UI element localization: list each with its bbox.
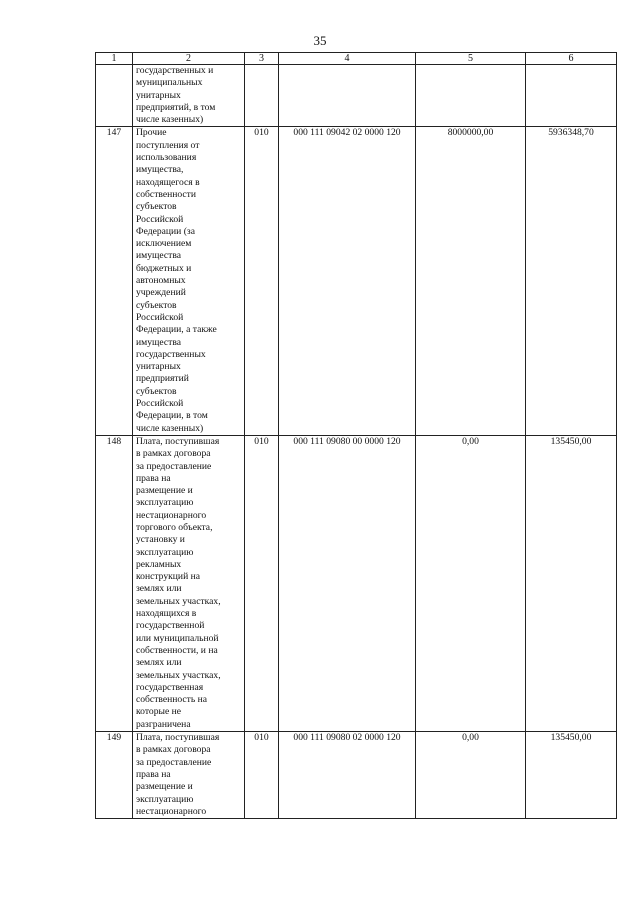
row-number-cell: 148	[96, 435, 133, 731]
table-row	[96, 732, 617, 819]
name-line: права на	[136, 472, 171, 484]
row-plan-cell: 8000000,00	[416, 127, 526, 435]
name-line: за предоставление	[136, 460, 212, 472]
revenue-table	[95, 52, 617, 819]
name-line: в рамках договора	[136, 744, 211, 756]
name-line: использования	[136, 152, 197, 164]
row-plan-cell: 0,00	[416, 732, 526, 819]
name-line: государственной	[136, 620, 205, 632]
name-line: размещение и	[136, 781, 193, 793]
name-line: унитарных	[136, 361, 181, 373]
name-line: унитарных	[136, 89, 181, 101]
name-line: или муниципальной	[136, 632, 219, 644]
name-line: эксплуатацию	[136, 793, 194, 805]
name-line: числе казенных)	[136, 114, 204, 126]
row-code-cell: 010	[245, 127, 279, 435]
name-line: автономных	[136, 275, 186, 287]
name-line: предприятий, в том	[136, 101, 216, 113]
name-line: учреждений	[136, 287, 186, 299]
header-col-4: 4	[279, 53, 416, 65]
name-line: установку и	[136, 534, 185, 546]
header-col-5: 5	[416, 53, 526, 65]
row-fact-cell: 135450,00	[526, 732, 617, 819]
name-line: за предоставление	[136, 756, 212, 768]
name-line: разграничена	[136, 718, 191, 730]
name-line: эксплуатацию	[136, 546, 194, 558]
name-line: Федерации, а также	[136, 324, 217, 336]
row-number-cell	[96, 65, 133, 127]
name-line: землях или	[136, 657, 182, 669]
name-line: землях или	[136, 583, 182, 595]
name-line: нестационарного	[136, 509, 207, 521]
name-line: исключением	[136, 238, 192, 250]
name-line: субъектов	[136, 201, 177, 213]
name-line: собственности, и на	[136, 644, 218, 656]
name-line: находящегося в	[136, 176, 200, 188]
row-number-cell: 147	[96, 127, 133, 435]
name-line: Российской	[136, 213, 184, 225]
name-line: государственных и	[136, 65, 214, 76]
row-number-cell: 149	[96, 732, 133, 819]
row-kbk-cell: 000 111 09042 02 0000 120	[279, 127, 416, 435]
name-line: Российской	[136, 398, 184, 410]
row-name-cell	[133, 65, 245, 127]
name-line: имущества,	[136, 164, 184, 176]
name-line: торгового объекта,	[136, 521, 213, 533]
row-kbk-cell: 000 111 09080 02 0000 120	[279, 732, 416, 819]
name-line: Плата, поступившая	[136, 435, 220, 447]
row-code-cell: 010	[245, 435, 279, 731]
name-line: Федерации, в том	[136, 410, 208, 422]
row-kbk-cell: 000 111 09080 00 0000 120	[279, 435, 416, 731]
name-line: собственности	[136, 188, 197, 200]
name-line: предприятий	[136, 373, 189, 385]
name-line: Российской	[136, 311, 184, 323]
name-line: субъектов	[136, 299, 177, 311]
header-col-6: 6	[526, 53, 617, 65]
name-line: которые не	[136, 706, 181, 718]
row-name-cell	[133, 127, 245, 435]
header-row	[96, 53, 617, 65]
header-col-1: 1	[96, 53, 133, 65]
name-line: права на	[136, 768, 171, 780]
row-fact-cell	[526, 65, 617, 127]
row-plan-cell	[416, 65, 526, 127]
name-line: бюджетных и	[136, 262, 192, 274]
name-line: земельных участках,	[136, 595, 221, 607]
name-line: государственная	[136, 681, 204, 693]
name-line: числе казенных)	[136, 422, 204, 434]
name-line: Плата, поступившая	[136, 732, 220, 744]
name-line: Федерации (за	[136, 225, 195, 237]
row-name-cell	[133, 435, 245, 731]
name-line: эксплуатацию	[136, 497, 194, 509]
name-line: Прочие	[136, 127, 167, 139]
row-code-cell	[245, 65, 279, 127]
header-col-3: 3	[245, 53, 279, 65]
name-line: имущества	[136, 336, 181, 348]
row-code-cell: 010	[245, 732, 279, 819]
row-fact-cell: 5936348,70	[526, 127, 617, 435]
name-line: нестационарного	[136, 805, 207, 817]
table-row	[96, 127, 617, 435]
name-line: находящихся в	[136, 608, 197, 620]
name-line: размещение и	[136, 485, 193, 497]
table-row	[96, 65, 617, 127]
name-line: конструкций на	[136, 571, 200, 583]
name-line: собственность на	[136, 694, 208, 706]
name-line: субъектов	[136, 385, 177, 397]
table-body	[96, 65, 617, 819]
table-row	[96, 435, 617, 731]
row-fact-cell: 135450,00	[526, 435, 617, 731]
name-line: государственных	[136, 348, 206, 360]
name-line: рекламных	[136, 558, 182, 570]
name-line: муниципальных	[136, 77, 203, 89]
row-name-cell	[133, 732, 245, 819]
header-col-2: 2	[133, 53, 245, 65]
name-line: поступления от	[136, 139, 200, 151]
page-number: 35	[313, 33, 327, 48]
row-plan-cell: 0,00	[416, 435, 526, 731]
row-kbk-cell	[279, 65, 416, 127]
name-line: в рамках договора	[136, 448, 211, 460]
name-line: земельных участках,	[136, 669, 221, 681]
name-line: имущества	[136, 250, 181, 262]
